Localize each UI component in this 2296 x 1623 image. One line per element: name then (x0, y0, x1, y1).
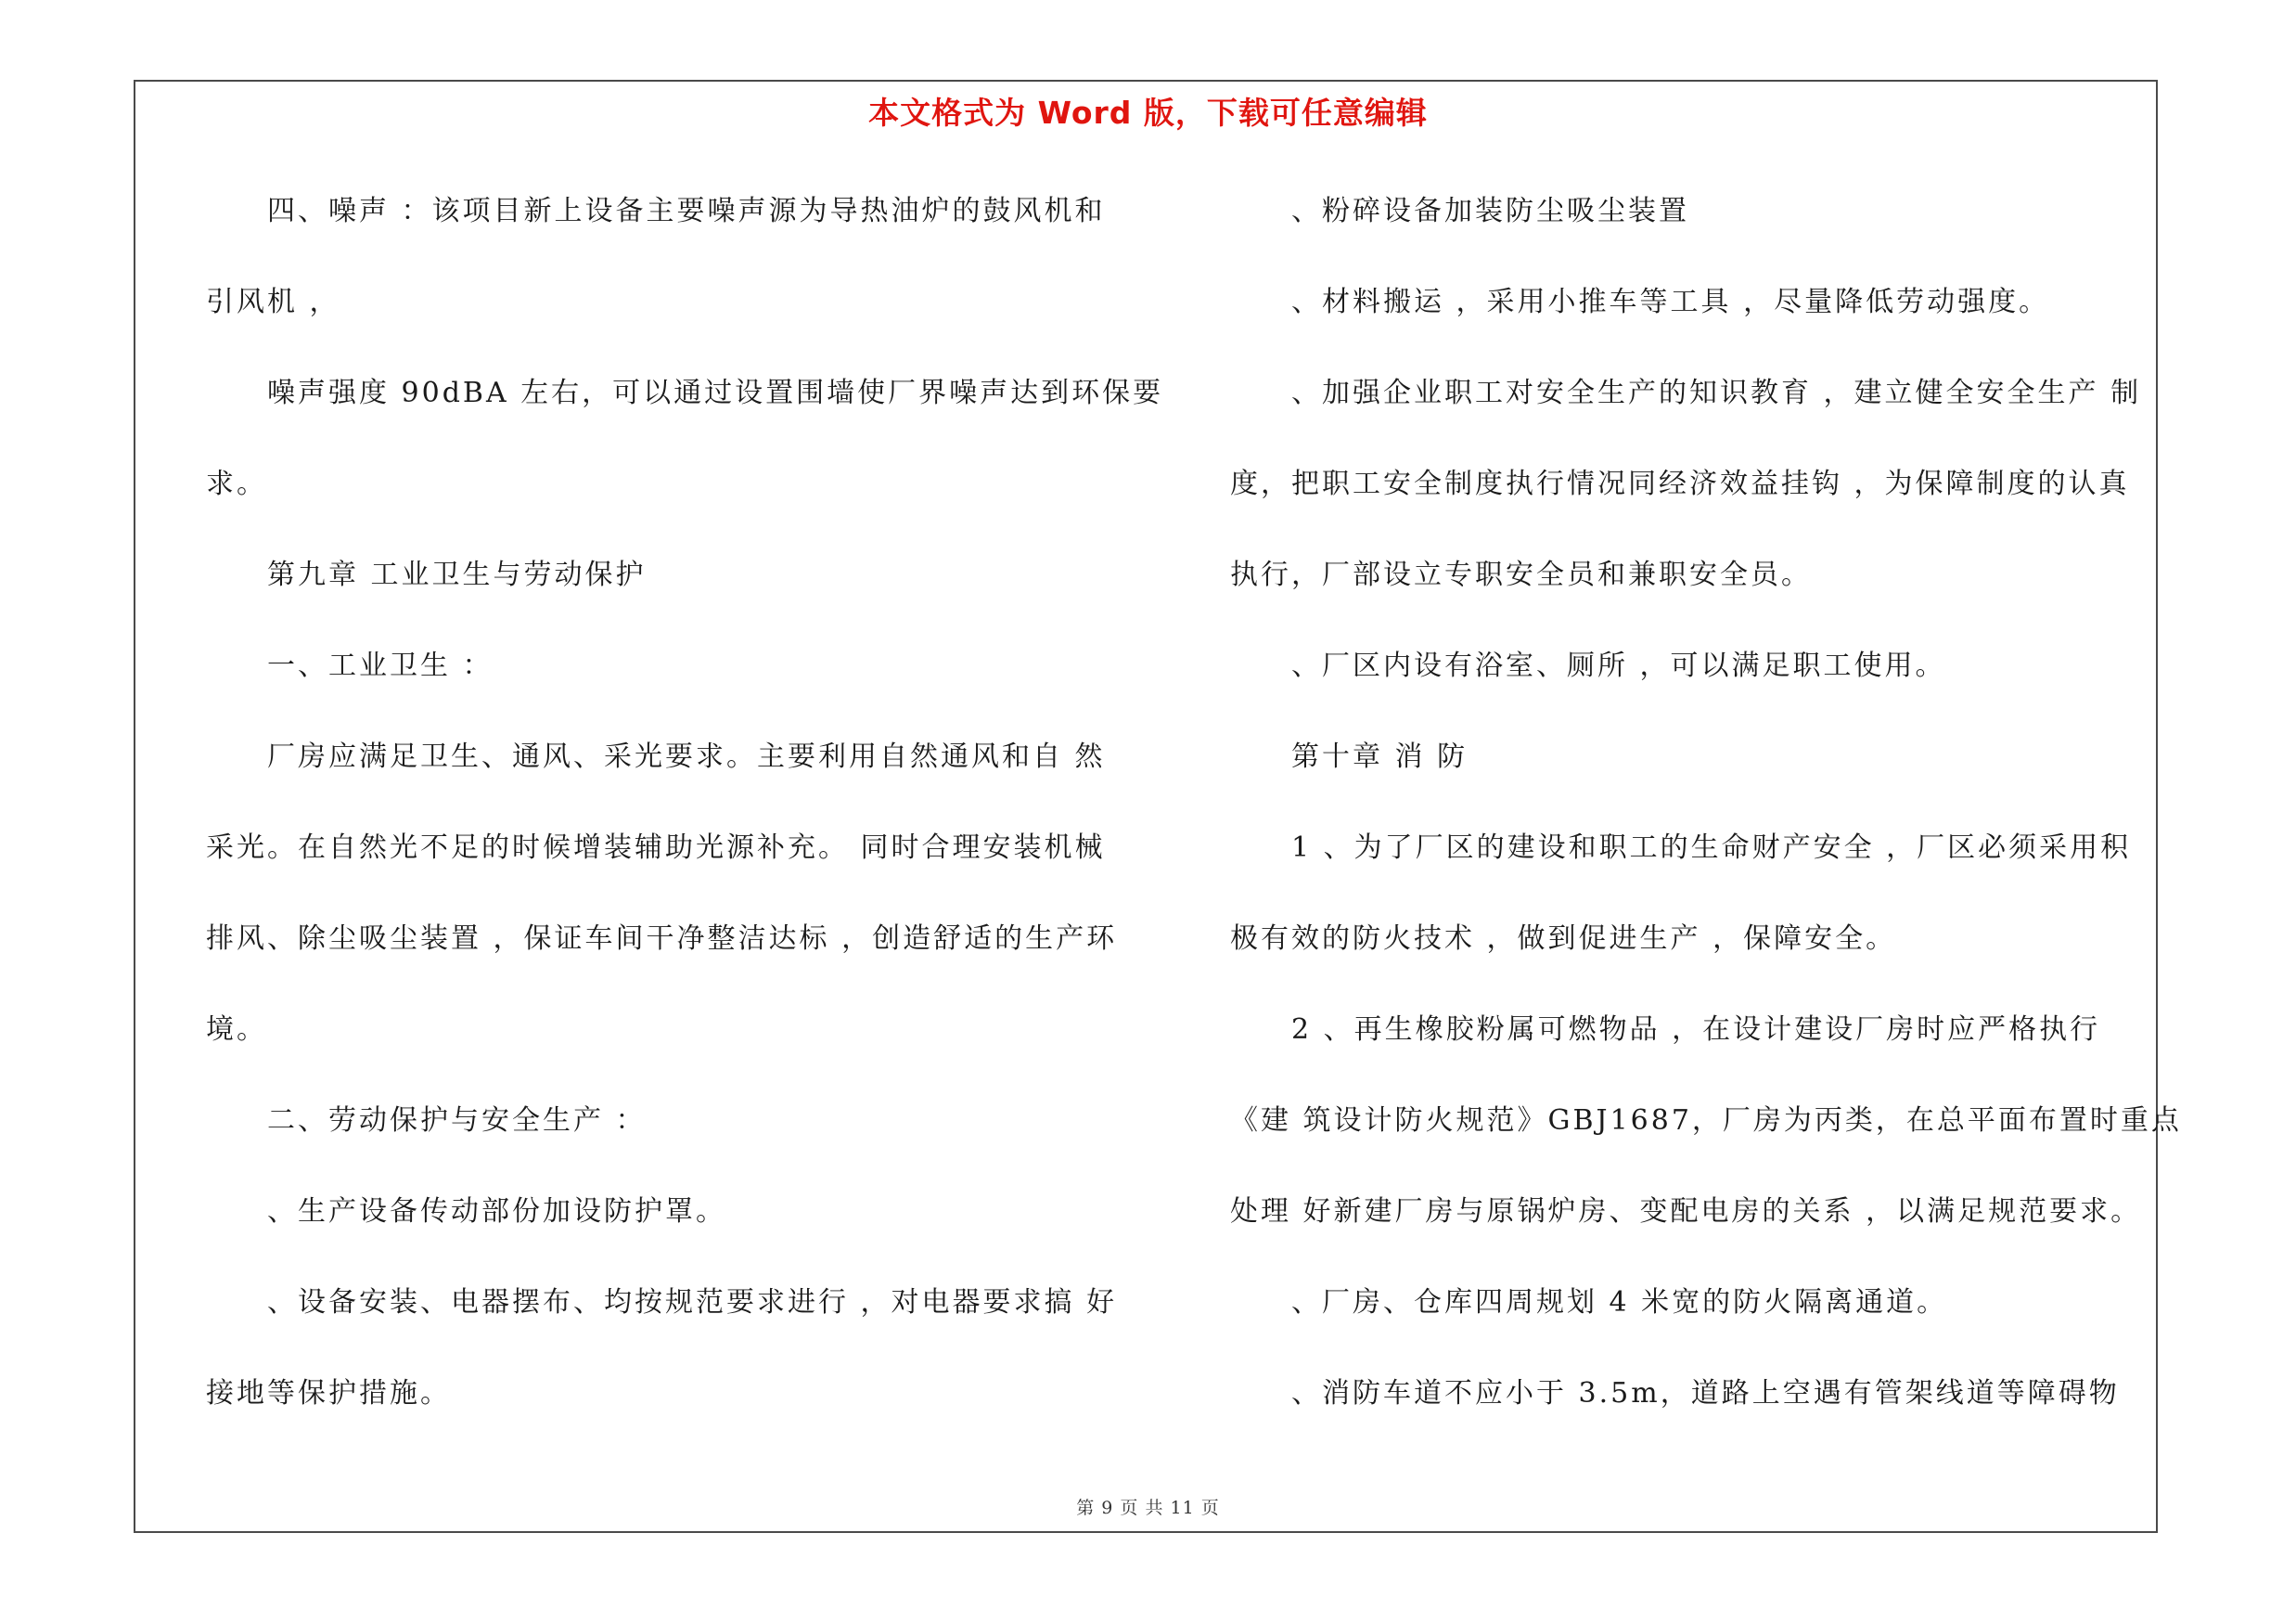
text-line: 、厂房、仓库四周规划 4 米宽的防火隔离通道。 (1291, 1286, 1948, 1319)
text-line: 、加强企业职工对安全生产的知识教育 ，建立健全安全生产 制 (1291, 377, 2142, 409)
text-line: 采光。在自然光不足的时候增装辅助光源补充。 同时合理安装机械 (206, 831, 1106, 864)
text-line: 《建 筑设计防火规范》GBJ1687，厂房为丙类，在总平面布置时重点 (1230, 1104, 2182, 1137)
text-line: 、粉碎设备加装防尘吸尘装置 (1291, 195, 1689, 227)
text-line: 第九章 工业卫生与劳动保护 (267, 559, 647, 591)
text-line: 四、噪声 ：该项目新上设备主要噪声源为导热油炉的鼓风机和 (267, 195, 1106, 227)
text-line: 度，把职工安全制度执行情况同经济效益挂钩 ，为保障制度的认真 (1230, 468, 2130, 500)
text-line: 、设备安装、电器摆布、均按规范要求进行 ，对电器要求搞 好 (267, 1286, 1118, 1319)
right-column (1230, 186, 2182, 1459)
text-line: 、生产设备传动部份加设防护罩。 (267, 1195, 726, 1228)
text-line: 2 、再生橡胶粉属可燃物品 ，在设计建设厂房时应严格执行 (1291, 1013, 2101, 1046)
page-footer: 第 9 页 共 11 页 (1076, 1498, 1220, 1518)
text-line: 、厂区内设有浴室、厕所 ，可以满足职工使用。 (1291, 650, 1946, 682)
text-line: 、消防车道不应小于 3.5m，道路上空遇有管架线道等障碍物 (1291, 1377, 2120, 1410)
document-banner: 本文格式为 Word 版，下载可任意编辑 (868, 95, 1428, 131)
left-column (206, 186, 1164, 1459)
text-line: 一、工业卫生 ： (267, 650, 494, 682)
text-line: 极有效的防火技术 ，做到促进生产 ，保障安全。 (1230, 922, 1897, 955)
text-line: 排风、除尘吸尘装置 ，保证车间干净整洁达标 ，创造舒适的生产环 (206, 922, 1118, 955)
text-line: 执行，厂部设立专职安全员和兼职安全员。 (1230, 559, 1812, 591)
text-line: 二、劳动保护与安全生产 ： (267, 1104, 647, 1137)
text-line: 第十章 消 防 (1291, 741, 1469, 773)
text-line: 接地等保护措施。 (206, 1377, 451, 1410)
text-line: 、材料搬运 ，采用小推车等工具 ，尽量降低劳动强度。 (1291, 286, 2050, 318)
text-line: 厂房应满足卫生、通风、采光要求。主要利用自然通风和自 然 (267, 741, 1106, 773)
text-line: 处理 好新建厂房与原锅炉房、变配电房的关系 ，以满足规范要求。 (1230, 1195, 2142, 1228)
text-line: 1 、为了厂区的建设和职工的生命财产安全 ，厂区必须采用积 (1291, 831, 2132, 864)
text-line: 引风机 ， (206, 286, 340, 318)
text-line: 境。 (206, 1013, 267, 1046)
text-line: 噪声强度 90dBA 左右，可以通过设置围墙使厂界噪声达到环保要 (267, 377, 1164, 409)
text-line: 求。 (206, 468, 267, 500)
